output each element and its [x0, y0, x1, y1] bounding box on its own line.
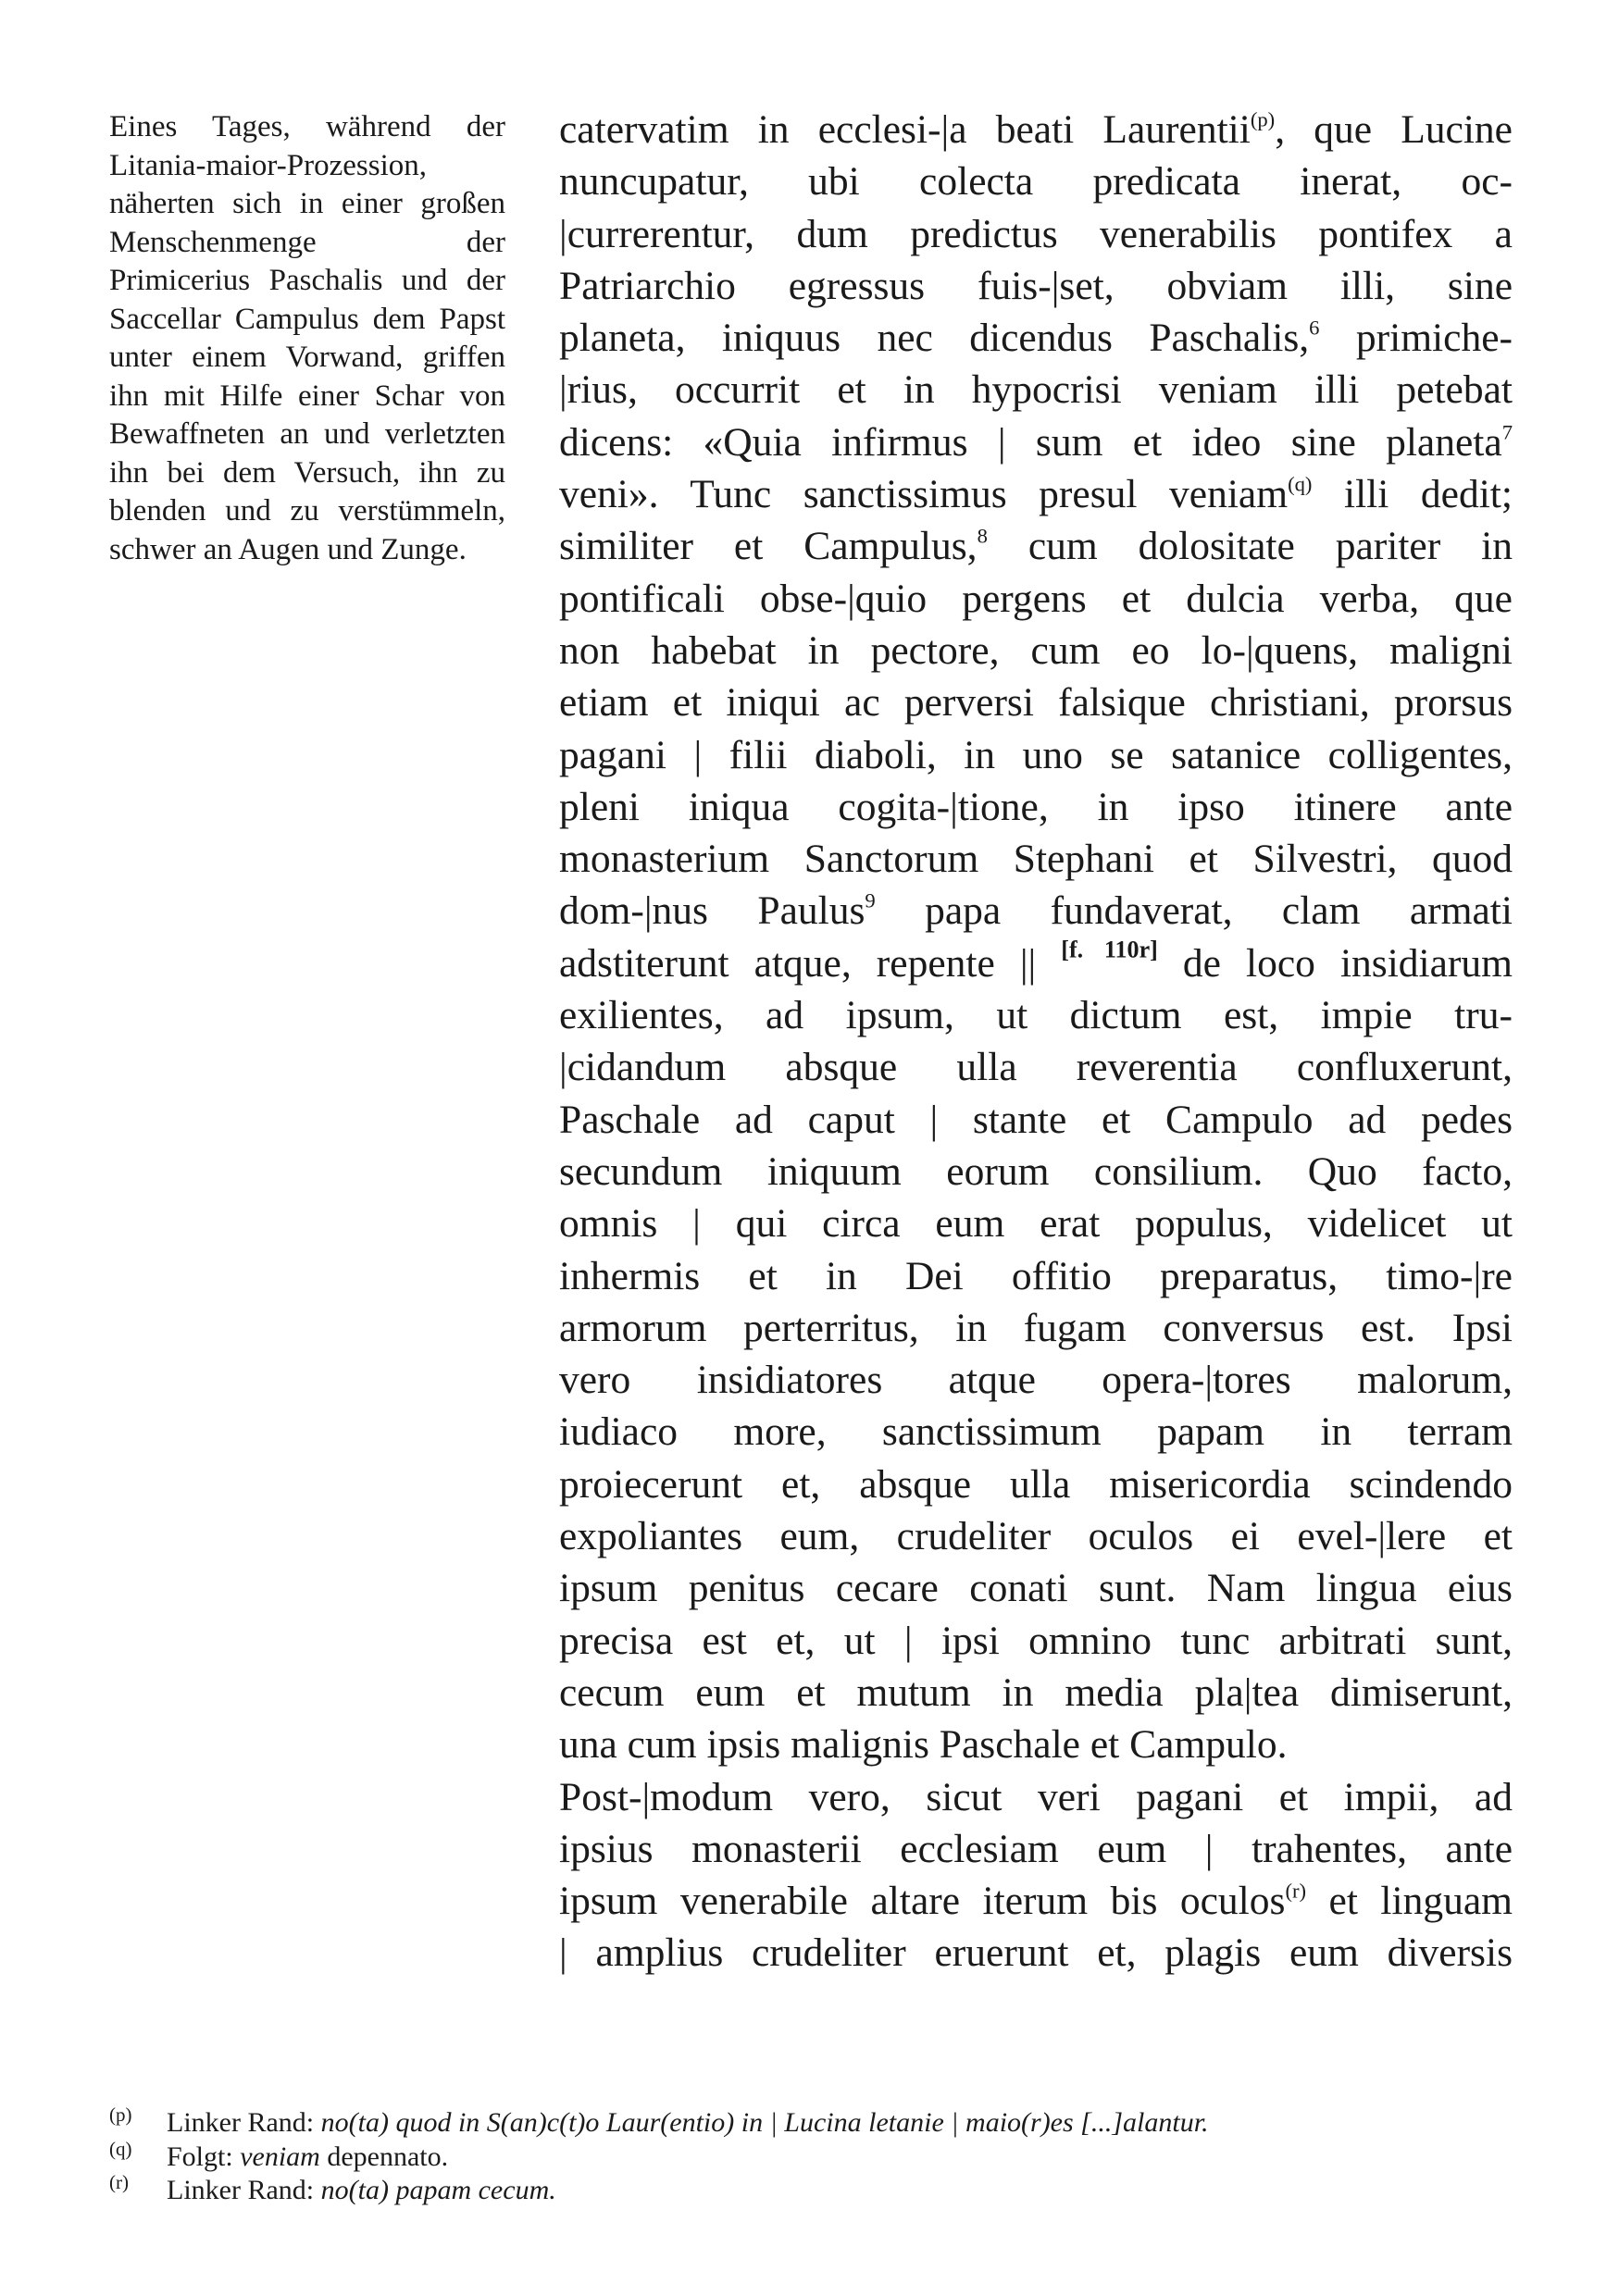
footnote: (p) Linker Rand: no(ta) quod in S(an)c(t)o Laur(entio) in | Lucina letanie | maio(r)es [...]alantur. — [109, 2106, 1516, 2141]
text-line: proiecerunt et, absque ulla misericordia scindendo — [559, 1461, 1513, 1507]
text-line: |currerentur, dum predictus venerabilis pontifex a — [559, 211, 1513, 256]
text-line: catervatim in ecclesi-|a beati Laurentii$^{(p)}$, que Lucine — [559, 107, 1513, 152]
text-line: secundum iniquum eorum consilium. Quo facto, — [559, 1148, 1513, 1194]
text-line: planeta, iniquus nec dicendus Paschalis,$^6$ primiche- — [559, 316, 1513, 361]
text-line: dicens: «Quia infirmus | sum et ideo sine planeta$^7$ — [559, 419, 1513, 465]
footnote-marker: (q) — [109, 2137, 132, 2160]
latin-main-text — [559, 104, 1513, 1980]
text-line: ipsius monasterii ecclesiam eum | trahentes, ante — [559, 1826, 1513, 1871]
note-ref[interactable]: 6 — [1309, 316, 1320, 340]
text-line: similiter et Campulus,$^8$ cum dolositate pariter in — [559, 524, 1513, 569]
text-line: precisa est et, ut | ipsi omnino tunc arbitrati sunt, — [559, 1618, 1513, 1663]
footnote-ref[interactable]: (p) — [1250, 107, 1276, 131]
critical-apparatus — [109, 2106, 1516, 2208]
footnote-marker: (p) — [109, 2104, 132, 2126]
text-line: adstiterunt atque, repente || [f. 110r] de loco insidiarum — [559, 936, 1513, 986]
text-line: non habebat in pectore, cum eo lo-|quens, maligni — [559, 627, 1513, 673]
text-line: monasterium Sanctorum Stephani et Silvestri, quod — [559, 837, 1513, 882]
text-line: expoliantes eum, crudeliter oculos ei evel-|lere et — [559, 1514, 1513, 1559]
folio-marker: [f. 110r] — [1061, 936, 1158, 963]
text-line: inhermis et in Dei offitio preparatus, timo-|re — [559, 1253, 1513, 1298]
text-line: | amplius crudeliter eruerunt et, plagis eum diversis — [559, 1930, 1513, 1976]
text-line: iudiaco more, sanctissimum papam in terram — [559, 1409, 1513, 1455]
text-line: armorum perterritus, in fugam conversus est. Ipsi — [559, 1305, 1513, 1350]
footnote-ref[interactable]: (q) — [1288, 472, 1313, 496]
footnote: (r) Linker Rand: no(ta) papam cecum. — [109, 2174, 1516, 2208]
text-line: vero insidiatores atque opera-|tores malorum, — [559, 1358, 1513, 1403]
footnote-marker: (r) — [109, 2171, 129, 2193]
text-line: etiam et iniqui ac perversi falsique christiani, prorsus — [559, 680, 1513, 726]
text-line: veni». Tunc sanctissimus presul veniam$^{(q)}$ illi dedit; — [559, 472, 1513, 517]
text-line: nuncupatur, ubi colecta predicata inerat, oc- — [559, 159, 1513, 205]
text-line: ipsum venerabile altare iterum bis oculos$^{(r)}$ et linguam — [559, 1879, 1513, 1924]
text-line: omnis | qui circa eum erat populus, videlicet ut — [559, 1201, 1513, 1247]
text-line: ipsum penitus cecare conati sunt. Nam lingua eius — [559, 1566, 1513, 1611]
text-line: Paschale ad caput | stante et Campulo ad pedes — [559, 1097, 1513, 1142]
text-line: cecum eum et mutum in media pla|tea dimiserunt, — [559, 1669, 1513, 1715]
text-line: exilientes, ad ipsum, ut dictum est, impie tru- — [559, 993, 1513, 1038]
text-line: una cum ipsis malignis Paschale et Campulo. — [559, 1722, 1288, 1768]
note-ref[interactable]: 9 — [865, 888, 876, 912]
note-ref[interactable]: 7 — [1501, 420, 1513, 444]
text-line: |rius, occurrit et in hypocrisi veniam illi petebat — [559, 367, 1513, 413]
footnote: (q) Folgt: veniam depennato. — [109, 2141, 1516, 2175]
text-line: dom-|nus Paulus$^9$ papa fundaverat, clam armati — [559, 888, 1513, 934]
text-line: |cidandum absque ulla reverentia confluxerunt, — [559, 1045, 1513, 1090]
text-line: pontificali obse-|quio pergens et dulcia verba, que — [559, 576, 1513, 621]
text-line: Patriarchio egressus fuis-|set, obviam illi, sine — [559, 263, 1513, 308]
note-ref[interactable]: 8 — [977, 524, 988, 548]
translation-sidenote: Eines Tages, während der Litania-maior-Prozession, näherten sich in einer großen Menschenmenge der Primicerius Paschalis und der Saccellar Campulus dem Papst unter einem Vorwand, griffen ihn mit Hilfe einer Schar von Bewaffneten an und verletzten ihn bei dem Versuch, ihn zu blenden und zu verstümmeln, schwer an Augen und Zunge. — [109, 110, 505, 566]
text-line: pagani | filii diaboli, in uno se satanice colligentes, — [559, 732, 1513, 777]
footnote-ref[interactable]: (r) — [1285, 1879, 1307, 1903]
text-line: Post-|modum vero, sicut veri pagani et impii, ad — [559, 1774, 1513, 1819]
text-line: pleni iniqua cogita-|tione, in ipso itinere ante — [559, 784, 1513, 829]
